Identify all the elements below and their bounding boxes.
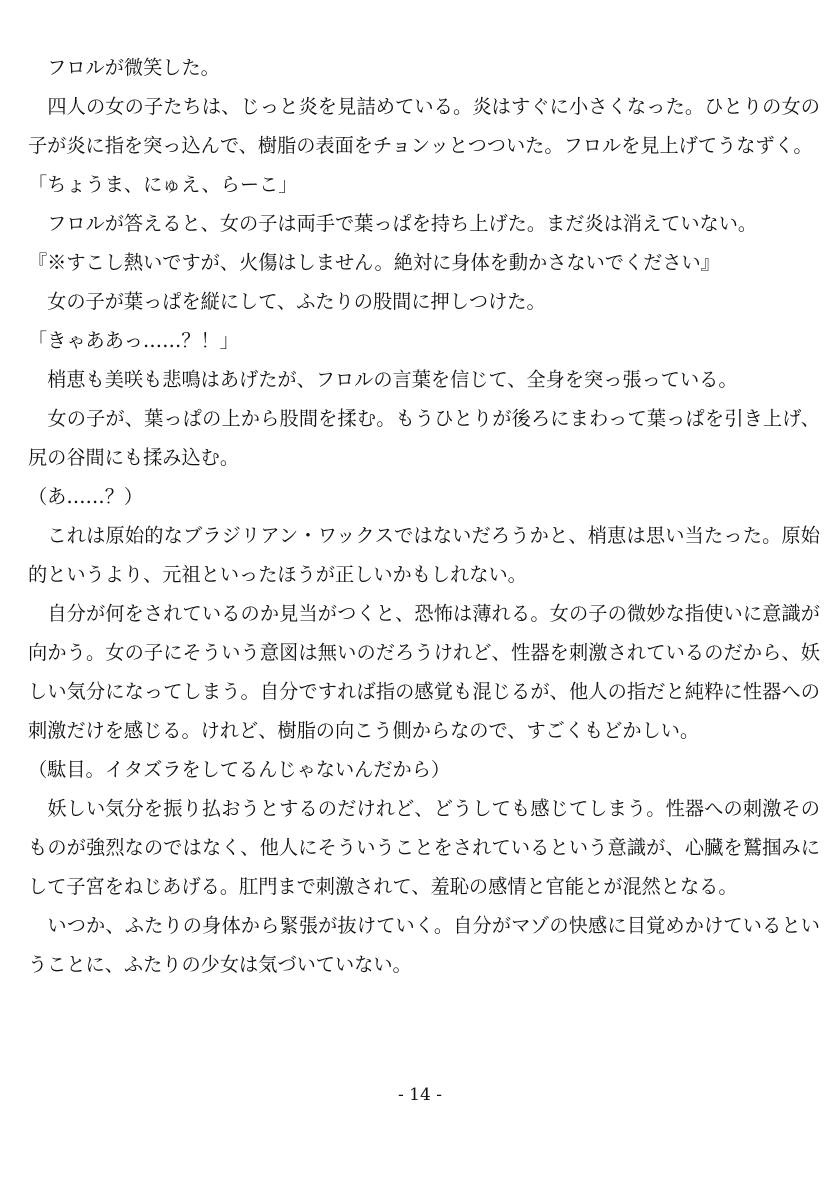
paragraph: 女の子が葉っぱを縦にして、ふたりの股間に押しつけた。 [28,290,546,313]
paragraph: フロルが答えると、女の子は両手で葉っぱを持ち上げた。まだ炎は消えていない。 [28,212,758,235]
paragraph: 女の子が、葉っぱの上から股間を揉む。もうひとりが後ろにまわって葉っぱを引き上げ、尻の谷間にも揉み込む。 [28,407,820,469]
paragraph: フロルが微笑した。 [28,56,220,79]
paragraph: 妖しい気分を振り払おうとするのだけれど、どうしても感じてしまう。性器への刺激そのものが強烈なのではなく、他人にそういうことをされているという意識が、心臓を鷲掴みにして子宮をねじあげる。肛門まで刺激されて、羞恥の感情と官能とが混然となる。 [28,797,820,898]
dialogue-line: 「ちょうま、にゅえ、らーこ」 [28,173,298,196]
page-number: - 14 - [398,1085,442,1105]
paragraph: 梢恵も美咲も悲鳴はあげたが、フロルの言葉を信じて、全身を突っ張っている。 [28,368,738,391]
document-body [28,48,820,984]
paragraph: いつか、ふたりの身体から緊張が抜けていく。自分がマゾの快感に目覚めかけているということに、ふたりの少女は気づいていない。 [28,914,820,976]
paragraph: これは原始的なブラジリアン・ワックスではないだろうかと、梢恵は思い当たった。原始的というより、元祖といったほうが正しいかもしれない。 [28,524,820,586]
dialogue-line: 『※すこし熱いですが、火傷はしません。絶対に身体を動かさないでください』 [28,251,720,274]
dialogue-line: 「きゃああっ……？！」 [28,329,239,352]
paragraph: 自分が何をされているのか見当がつくと、恐怖は薄れる。女の子の微妙な指使いに意識が向かう。女の子にそういう意図は無いのだろうけれど、性器を刺激されているのだから、妖しい気分になってしまう。自分ですれば指の感覚も混じるが、他人の指だと純粋に性器への刺激だけを感じる。けれど、樹脂の向こう側からなので、すごくもどかしい。 [28,602,820,742]
inner-thought-line: （駄目。イタズラをしてるんじゃないんだから） [28,758,451,781]
inner-thought-line: （あ……？） [28,485,144,508]
paragraph: 四人の女の子たちは、じっと炎を見詰めている。炎はすぐに小さくなった。ひとりの女の子が炎に指を突っ込んで、樹脂の表面をチョンッとつついた。フロルを見上げてうなずく。 [28,95,820,157]
